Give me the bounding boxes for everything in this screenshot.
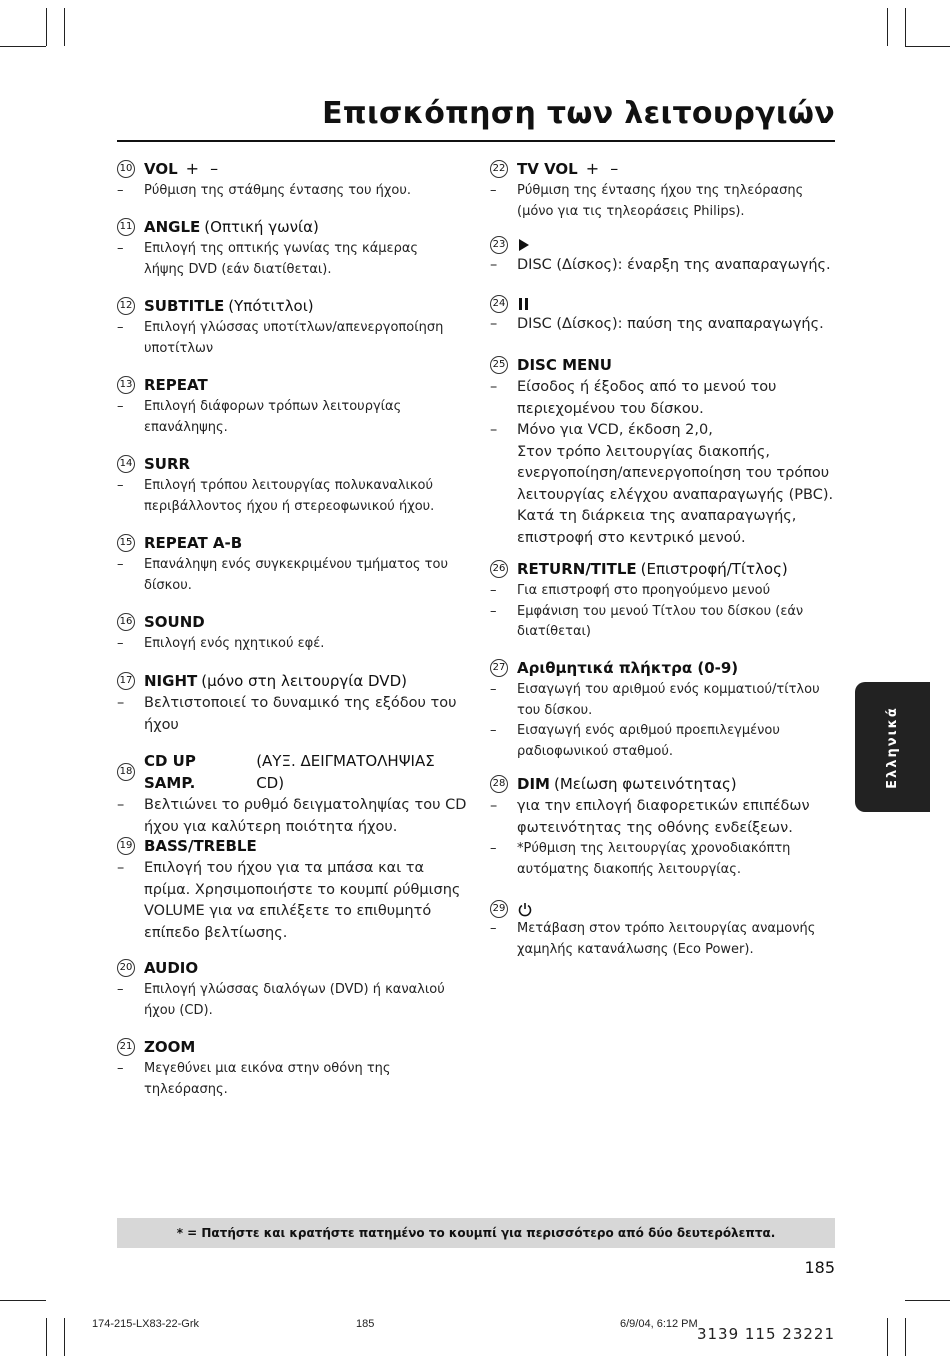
function-heading — [490, 295, 835, 313]
footer-page: 185 — [356, 1318, 375, 1330]
description-line: περιεχομένου του δίσκου. — [517, 400, 704, 417]
description-line: – Επιλογή του ήχου για τα μπάσα και τα — [117, 858, 467, 880]
function-name: NIGHT — [144, 672, 198, 690]
description-line: – Επιλογή τρόπου λειτουργίας πολυκαναλικού — [117, 476, 467, 497]
function-name: TV VOL — [517, 160, 578, 178]
function-item — [117, 295, 467, 359]
function-heading — [117, 216, 467, 238]
title-rule — [117, 140, 835, 142]
function-heading — [117, 670, 467, 692]
crop-mark — [905, 46, 950, 47]
description-line: Στον τρόπο λειτουργίας διακοπής, — [517, 443, 770, 460]
item-number-badge: 14 — [117, 455, 135, 473]
item-number-badge: 22 — [490, 160, 508, 178]
function-name: RETURN/TITLE — [517, 560, 637, 578]
function-heading — [490, 354, 835, 376]
function-name: REPEAT A-B — [144, 534, 243, 552]
power-icon — [517, 901, 533, 917]
function-heading — [490, 158, 835, 180]
function-heading — [490, 558, 835, 580]
description-line: αυτόματης διακοπής λειτουργίας. — [517, 861, 742, 877]
item-number-badge: 24 — [490, 295, 508, 313]
description-line: – Επιλογή της οπτικής γωνίας της κάμερας — [117, 239, 467, 260]
description-line: – Επιλογή γλώσσας υποτίτλων/απενεργοποίηση — [117, 318, 467, 339]
function-name: SUBTITLE — [144, 297, 225, 315]
description-line: – Επιλογή γλώσσας διαλόγων (DVD) ή καναλιού — [117, 980, 467, 1001]
function-name: ZOOM — [144, 1038, 196, 1056]
item-number-badge: 29 — [490, 900, 508, 918]
description-line: ήχου για καλύτερη ποιότητα ήχου. — [144, 818, 398, 835]
item-number-badge: 25 — [490, 356, 508, 374]
function-item — [117, 670, 467, 736]
description-line: – Επιλογή ενός ηχητικού εφέ. — [117, 634, 467, 655]
item-number-badge: 21 — [117, 1038, 135, 1056]
item-number-badge: 18 — [117, 763, 135, 781]
description-line: επανάληψης. — [144, 419, 228, 435]
function-heading — [117, 453, 467, 475]
description-line: ραδιοφωνικού σταθμού. — [517, 743, 673, 759]
function-heading — [117, 158, 467, 180]
description-line: πρίμα. Χρησιμοποιήστε το κουμπί ρύθμισης — [144, 881, 461, 898]
function-item — [490, 900, 835, 960]
crop-mark — [887, 1318, 888, 1356]
description-line: – για την επιλογή διαφορετικών επιπέδων — [490, 796, 835, 818]
function-name: SOUND — [144, 613, 205, 631]
function-heading — [490, 900, 835, 918]
description-line: δίσκου. — [144, 577, 192, 593]
description-line: διατίθεται) — [517, 624, 591, 639]
function-item — [490, 158, 835, 222]
function-item — [117, 611, 467, 655]
function-item — [117, 957, 467, 1021]
crop-mark — [887, 8, 888, 46]
function-item — [117, 835, 467, 944]
description-line: (μόνο για τις τηλεοράσεις Philips). — [517, 203, 745, 219]
description-line: – Για επιστροφή στο προηγούμενο μενού — [490, 581, 835, 602]
language-tab-label: Ελληνικά — [885, 705, 900, 789]
function-subtitle: (μόνο στη λειτουργία DVD) — [201, 672, 407, 690]
function-heading — [117, 295, 467, 317]
function-heading — [117, 532, 467, 554]
function-item — [117, 1036, 467, 1100]
item-number-badge: 17 — [117, 672, 135, 690]
function-item — [117, 532, 467, 596]
pause-icon — [519, 298, 528, 310]
description-line: – Επιλογή διάφορων τρόπων λειτουργίας — [117, 397, 467, 418]
crop-mark — [905, 1300, 950, 1301]
item-number-badge: 12 — [117, 297, 135, 315]
plus-minus-symbol: + – — [585, 159, 622, 178]
description-line: – Ρύθμιση της έντασης ήχου της τηλεόρασης — [490, 181, 835, 202]
footer-date: 6/9/04, 6:12 PM — [620, 1318, 698, 1330]
description-line: χαμηλής κατανάλωσης (Eco Power). — [517, 941, 754, 957]
function-name: DISC MENU — [517, 356, 612, 374]
function-name: DIM — [517, 775, 550, 793]
crop-mark — [0, 46, 46, 47]
document-code: 3139 115 23221 — [696, 1325, 835, 1343]
crop-mark — [905, 1318, 906, 1356]
function-name: CD UP SAMP. — [144, 752, 196, 792]
function-heading — [490, 657, 835, 679]
function-item — [490, 558, 835, 643]
item-number-badge: 13 — [117, 376, 135, 394]
description-line: – DISC (Δίσκος): παύση της αναπαραγωγής. — [490, 314, 835, 336]
function-item — [490, 295, 835, 336]
crop-mark — [0, 1300, 46, 1301]
description-line: – Είσοδος ή έξοδος από το μενού του — [490, 377, 835, 399]
crop-mark — [46, 1318, 47, 1356]
description-line: – Βελτιώνει το ρυθμό δειγματοληψίας του CD — [117, 795, 467, 817]
description-line: – Εμφάνιση του μενού Τίτλου του δίσκου (εάν — [490, 602, 835, 623]
description-line: επιστροφή στο κεντρικό μενού. — [517, 529, 746, 546]
item-number-badge: 10 — [117, 160, 135, 178]
crop-mark — [64, 1318, 65, 1356]
function-heading — [490, 236, 835, 254]
function-subtitle: (Υπότιτλοι) — [228, 297, 314, 315]
function-name: Αριθμητικά πλήκτρα (0-9) — [517, 659, 739, 677]
function-subtitle: (Μείωση φωτεινότητας) — [553, 775, 737, 793]
function-heading — [117, 611, 467, 633]
page-title: Επισκόπηση των λειτουργιών — [322, 96, 835, 131]
function-subtitle: (ΑΥΞ. ΔΕΙΓΜΑΤΟΛΗΨΙΑΣ CD) — [256, 752, 435, 792]
function-item — [117, 374, 467, 438]
description-line: φωτεινότητας της οθόνης ενδείξεων. — [517, 819, 793, 836]
item-number-badge: 26 — [490, 560, 508, 578]
function-item — [490, 236, 835, 277]
description-line: – Μετάβαση στον τρόπο λειτουργίας αναμονής — [490, 919, 835, 940]
description-line: VOLUME για να επιλέξετε το επιθυμητό — [144, 903, 432, 919]
function-item — [490, 354, 835, 549]
function-heading — [117, 957, 467, 979]
function-heading — [117, 374, 467, 396]
function-name: VOL — [144, 160, 178, 178]
language-tab — [855, 682, 930, 812]
plus-minus-symbol: + – — [185, 159, 222, 178]
description-line: του δίσκου. — [517, 702, 593, 718]
page-number: 185 — [804, 1258, 835, 1277]
function-name: ANGLE — [144, 218, 201, 236]
description-line: ενεργοποίηση/απενεργοποίηση του τρόπου — [517, 465, 830, 481]
description-line: λειτουργίας ελέγχου αναπαραγωγής (PBC). — [517, 486, 834, 503]
crop-mark — [46, 8, 47, 46]
description-line: – Εισαγωγή του αριθμού ενός κομματιού/τίτλου — [490, 680, 835, 701]
function-item — [490, 657, 835, 762]
description-line: επίπεδο βελτίωσης. — [144, 924, 288, 941]
function-heading — [490, 773, 835, 795]
footnote-bar: * = Πατήστε και κρατήστε πατημένο το κουμπί για περισσότερο από δύο δευτερόλεπτα. — [117, 1218, 835, 1248]
play-icon — [519, 239, 529, 251]
description-line: περιβάλλοντος ήχου ή στερεοφωνικού ήχου. — [144, 498, 435, 514]
description-line: – DISC (Δίσκος): έναρξη της αναπαραγωγής. — [490, 255, 835, 277]
function-name: AUDIO — [144, 959, 199, 977]
item-number-badge: 15 — [117, 534, 135, 552]
description-line: – Ρύθμιση της στάθμης έντασης του ήχου. — [117, 181, 467, 202]
description-line: – Εισαγωγή ενός αριθμού προεπιλεγμένου — [490, 721, 835, 742]
item-number-badge: 19 — [117, 837, 135, 855]
function-name: SURR — [144, 455, 191, 473]
function-item — [490, 773, 835, 880]
function-item — [117, 216, 467, 280]
item-number-badge: 11 — [117, 218, 135, 236]
description-line: ήχου (CD). — [144, 1002, 213, 1018]
item-number-badge: 20 — [117, 959, 135, 977]
function-heading — [117, 835, 467, 857]
description-line: ήχου — [144, 716, 179, 733]
crop-mark — [905, 8, 906, 46]
function-subtitle: (Επιστροφή/Τίτλος) — [640, 560, 788, 578]
description-line: – *Ρύθμιση της λειτουργίας χρονοδιακόπτη — [490, 839, 835, 860]
description-line: – Μεγεθύνει μια εικόνα στην οθόνη της τηλεόρασης. — [117, 1059, 467, 1100]
function-subtitle: (Οπτική γωνία) — [204, 218, 319, 236]
description-line: λήψης DVD (εάν διατίθεται). — [144, 261, 332, 277]
item-number-badge: 23 — [490, 236, 508, 254]
footer-file: 174-215-LX83-22-Grk — [92, 1318, 200, 1330]
function-item — [117, 750, 467, 838]
function-heading — [117, 750, 467, 794]
description-line: Κατά τη διάρκεια της αναπαραγωγής, — [517, 508, 797, 524]
description-line: – Βελτιστοποιεί το δυναμικό της εξόδου του — [117, 693, 467, 715]
item-number-badge: 28 — [490, 775, 508, 793]
description-line: υποτίτλων — [144, 340, 214, 356]
crop-mark — [64, 8, 65, 46]
item-number-badge: 27 — [490, 659, 508, 677]
item-number-badge: 16 — [117, 613, 135, 631]
function-item — [117, 158, 467, 202]
description-line: – Μόνο για VCD, έκδοση 2,0, — [490, 420, 835, 442]
description-line: – Επανάληψη ενός συγκεκριμένου τμήματος του — [117, 555, 467, 576]
function-name: REPEAT — [144, 376, 208, 394]
function-item — [117, 453, 467, 517]
function-name: BASS/TREBLE — [144, 837, 257, 855]
function-heading — [117, 1036, 467, 1058]
